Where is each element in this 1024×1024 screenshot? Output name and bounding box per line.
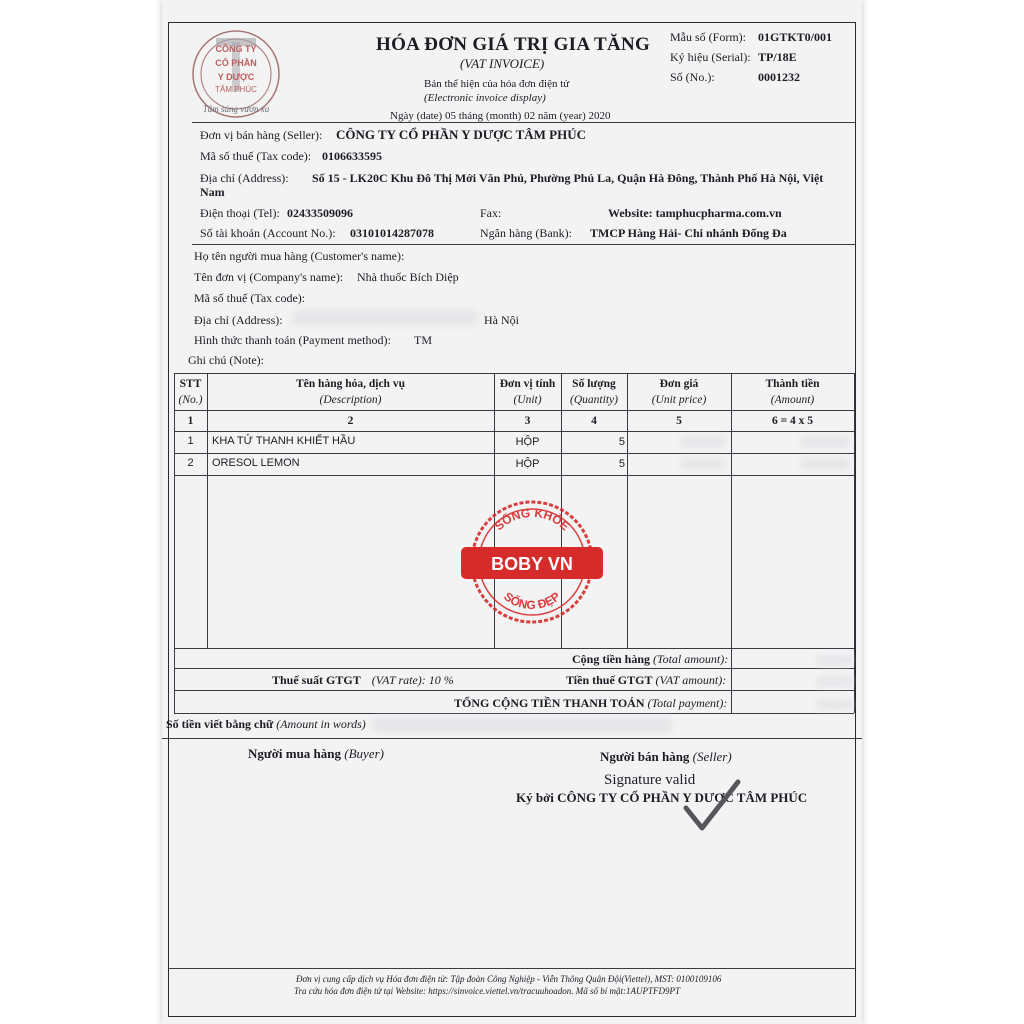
grand-total-label (454, 696, 727, 711)
form-label: Mẫu số (Form): (670, 30, 746, 44)
index-cell: 6 = 4 x 5 (771, 415, 814, 427)
redacted-amount-in-words (372, 717, 672, 733)
vat-rate-value: (VAT rate): 10 % (371, 673, 454, 687)
number-label: Số (No.): (670, 70, 715, 84)
subtotal-label (572, 652, 728, 667)
customer-name-label: Họ tên người mua hàng (Customer's name): (194, 249, 405, 263)
invoice-date: Ngày (date) 05 tháng (month) 02 năm (year) 2020 (390, 110, 611, 122)
invoice-title: HÓA ĐƠN GIÁ TRỊ GIA TĂNG (376, 34, 651, 55)
col-header-unit-vn: Đơn vị tính (499, 378, 556, 390)
footer-provider: Đơn vị cung cấp dịch vụ Hóa đơn điện tử: Tập đoàn Công Nghiệp - Viễn Thông Quân Đội(Viettel), MST: 0100109106 (296, 974, 722, 984)
grand-total-label-en: (Total payment): (647, 696, 728, 710)
redacted-unit-price (680, 458, 726, 470)
col-header-quantity (561, 376, 627, 408)
signature-valid-text: Signature valid (604, 772, 696, 788)
row-description: KHA TỬ THANH KHIẾT HẦU (212, 435, 356, 447)
subtotal-label-en: (Total amount): (653, 652, 729, 666)
col-header-description (207, 376, 494, 408)
col-header-no (174, 376, 207, 408)
vat-rate-label (272, 673, 454, 688)
logo-caption: Tâm sáng vươn xa (202, 104, 270, 114)
company-logo-stamp (186, 28, 286, 120)
subtotal-label-vn: Cộng tiền hàng (572, 652, 651, 666)
index-cell: 3 (524, 415, 531, 427)
check-mark-icon (682, 778, 742, 834)
seller-account-label: Số tài khoản (Account No.): (200, 226, 336, 240)
vat-amount-label-vn: Tiền thuế GTGT (566, 673, 653, 687)
logo-line-2: CỔ PHẦN (215, 58, 257, 68)
footer-divider (168, 968, 856, 969)
watermark-center-text: BOBY VN (491, 554, 573, 574)
col-header-amount-en: (Amount) (770, 394, 815, 406)
buyer-tax-label: Mã số thuế (Tax code): (194, 291, 306, 305)
seller-address-label: Địa chỉ (Address): (200, 171, 289, 185)
row-no: 1 (187, 435, 194, 447)
redacted-grand-total (816, 699, 852, 710)
seller-address-line-1: Số 15 - LK20C Khu Đô Thị Mới Văn Phú, Phường Phú La, Quận Hà Đông, Thành Phố Hà Nội, Việt (312, 171, 824, 185)
col-header-no-en: (No.) (178, 394, 203, 406)
seller-fax-label: Fax: (480, 206, 502, 220)
seller-name-label: Đơn vị bán hàng (Seller): (200, 128, 323, 142)
vat-amount-label (566, 673, 726, 688)
redacted-amount (800, 458, 850, 470)
signed-by-text: Ký bởi CÔNG TY CỔ PHẦN Y DƯỢC TÂM PHÚC (516, 790, 808, 805)
row-unit: HỘP (515, 436, 540, 448)
vat-amount-label-en: (VAT amount): (655, 673, 727, 687)
row-quantity: 5 (618, 436, 625, 448)
col-header-no-vn: STT (179, 378, 202, 390)
header-divider (192, 122, 856, 123)
col-header-amount-vn: Thành tiền (765, 378, 820, 390)
index-cell: 1 (187, 415, 194, 427)
form-value: 01GTKT0/001 (758, 30, 833, 44)
redacted-vat-amount (816, 676, 852, 687)
redacted-amount (800, 436, 850, 448)
seller-divider (192, 244, 856, 245)
col-header-description-en: (Description) (319, 394, 382, 406)
seller-address-line-2: Nam (200, 185, 225, 199)
payment-method-label: Hình thức thanh toán (Payment method): (194, 333, 391, 347)
seller-account: 03101014287078 (350, 226, 434, 240)
index-cell: 2 (347, 415, 354, 427)
boby-vn-watermark (461, 496, 603, 626)
buyer-signature-vn: Người mua hàng (248, 746, 342, 761)
buyer-address-city: Hà Nội (484, 313, 519, 327)
seller-phone-label: Điện thoại (Tel): (200, 206, 280, 220)
redacted-address (292, 310, 478, 326)
grand-total-label-vn: TỔNG CỘNG TIỀN THANH TOÁN (454, 696, 645, 710)
serial-label: Ký hiệu (Serial): (670, 50, 751, 64)
seller-signature-vn: Người bán hàng (600, 749, 690, 764)
watermark-bottom-text: SỐNG ĐẸP (501, 589, 563, 613)
buyer-signature-en: (Buyer) (344, 746, 384, 761)
footer-lookup: Tra cứu hóa đơn điện tử tại Website: https://sinvoice.viettel.vn/tracuuhoadon. Mã số bí mật:1AUPTFD9PT (294, 986, 680, 996)
payment-method: TM (414, 333, 432, 347)
company-name-label: Tên đơn vị (Company's name): (194, 270, 344, 284)
logo-line-4: TÂM PHÚC (215, 85, 257, 94)
serial-value: TP/18E (758, 50, 797, 64)
invoice-subtitle: Bản thể hiện của hóa đơn điện tử (424, 78, 570, 90)
col-header-unit-price (627, 376, 731, 408)
amount-in-words-label-en: (Amount in words) (276, 717, 366, 731)
seller-website: Website: tamphucpharma.com.vn (608, 206, 782, 220)
invoice-title-en: (VAT INVOICE) (460, 56, 545, 71)
buyer-address-label: Địa chỉ (Address): (194, 313, 283, 327)
seller-signature-label (600, 749, 732, 765)
redacted-subtotal (816, 655, 852, 666)
amount-in-words-label-vn: Số tiền viết bằng chữ (166, 717, 274, 731)
col-header-unit-price-vn: Đơn giá (659, 378, 699, 390)
col-header-unit (494, 376, 561, 408)
col-header-quantity-en: (Quantity) (570, 394, 618, 406)
col-header-quantity-vn: Số lượng (572, 378, 616, 390)
buyer-signature-label (248, 746, 384, 762)
watermark-top-text: SỐNG KHỎE (491, 505, 573, 534)
row-quantity: 5 (618, 458, 625, 470)
totals-divider (162, 738, 862, 739)
seller-bank: TMCP Hàng Hải- Chi nhánh Đống Đa (590, 226, 787, 240)
logo-line-3: Y DƯỢC (217, 72, 255, 82)
index-cell: 4 (591, 415, 597, 427)
invoice-subtitle-en: (Electronic invoice display) (424, 92, 546, 104)
vat-rate-label-vn: Thuế suất GTGT (272, 673, 361, 687)
row-unit: HỘP (515, 458, 540, 470)
col-header-description-vn: Tên hàng hóa, dịch vụ (296, 378, 405, 390)
row-no: 2 (187, 457, 194, 469)
seller-tax-label: Mã số thuế (Tax code): (200, 149, 312, 163)
col-header-amount (731, 376, 854, 408)
seller-phone: 02433509096 (287, 206, 353, 220)
row-description: ORESOL LEMON (212, 457, 300, 469)
seller-name: CÔNG TY CỔ PHẦN Y DƯỢC TÂM PHÚC (336, 127, 587, 142)
note-label: Ghi chú (Note): (188, 353, 264, 367)
number-value: 0001232 (758, 70, 800, 84)
index-cell: 5 (676, 415, 682, 427)
logo-line-1: CÔNG TY (215, 44, 257, 54)
company-name: Nhà thuốc Bích Diệp (357, 270, 459, 284)
col-header-unit-en: (Unit) (513, 394, 542, 406)
seller-tax: 0106633595 (322, 149, 382, 163)
seller-bank-label: Ngân hàng (Bank): (480, 226, 572, 240)
col-header-unit-price-en: (Unit price) (651, 394, 707, 406)
seller-signature-en: (Seller) (692, 749, 732, 764)
amount-in-words-label (166, 717, 366, 732)
redacted-unit-price (680, 436, 726, 448)
